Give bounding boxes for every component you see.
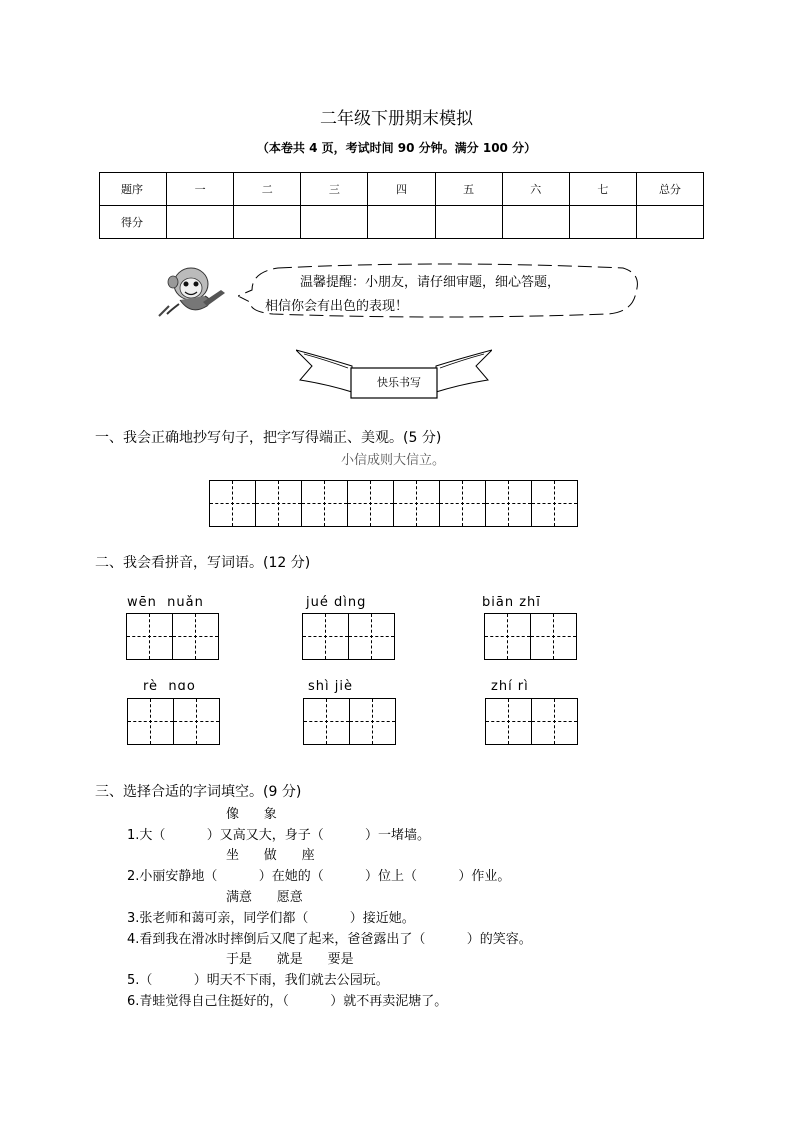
row-label: 得分: [100, 206, 167, 239]
tianzi-box[interactable]: [485, 698, 532, 745]
answer-boxes[interactable]: [485, 698, 578, 745]
tianzi-box[interactable]: [532, 698, 578, 745]
answer-boxes[interactable]: [302, 613, 395, 660]
column-header: 四: [368, 173, 435, 206]
tianzi-box[interactable]: [394, 480, 440, 527]
score-table: [99, 172, 704, 239]
table-row: [100, 206, 704, 239]
column-header: 三: [301, 173, 368, 206]
tianzi-box[interactable]: [531, 613, 577, 660]
tianzi-box[interactable]: [209, 480, 256, 527]
monkey-mascot-icon: [155, 262, 235, 320]
score-cell[interactable]: [636, 206, 703, 239]
page-title: 二年级下册期末模拟: [320, 109, 473, 129]
question-5[interactable]: 5.（ ）明天不下雨，我们就去公园玩。: [127, 973, 389, 988]
word-options: 满意 愿意: [226, 890, 303, 905]
column-header: 六: [502, 173, 569, 206]
section-3-heading: 三、选择合适的字词填空。(9 分): [95, 784, 302, 800]
tianzi-box[interactable]: [486, 480, 532, 527]
tianzi-box[interactable]: [484, 613, 531, 660]
section-2-heading: 二、我会看拼音，写词语。(12 分): [95, 555, 311, 571]
answer-boxes[interactable]: [126, 613, 219, 660]
word-options: 像 象: [226, 807, 277, 822]
word-options: 于是 就是 要是: [226, 952, 354, 967]
question-1[interactable]: 1.大（ ）又高又大，身子（ ）一堵墙。: [127, 828, 431, 843]
tianzi-box[interactable]: [127, 698, 174, 745]
pinyin-label: zhí rì: [491, 679, 529, 694]
tianzi-box[interactable]: [350, 698, 396, 745]
word-options: 坐 做 座: [226, 848, 315, 863]
exam-info: （本卷共 4 页，考试时间 90 分钟。满分 100 分）: [256, 141, 537, 155]
tianzi-box[interactable]: [440, 480, 486, 527]
question-2[interactable]: 2.小丽安静地（ ）在她的（ ）位上（ ）作业。: [127, 869, 511, 884]
answer-boxes[interactable]: [127, 698, 220, 745]
tianzi-box[interactable]: [302, 480, 348, 527]
question-4[interactable]: 4.看到我在滑冰时摔倒后又爬了起来，爸爸露出了（ ）的笑容。: [127, 932, 532, 947]
score-cell[interactable]: [234, 206, 301, 239]
tianzi-box[interactable]: [303, 698, 350, 745]
answer-boxes[interactable]: [303, 698, 396, 745]
banner-label: 快乐书写: [377, 376, 421, 389]
answer-boxes[interactable]: [484, 613, 577, 660]
score-cell[interactable]: [301, 206, 368, 239]
row-label: 题序: [100, 173, 167, 206]
column-header: 总分: [636, 173, 703, 206]
score-cell[interactable]: [435, 206, 502, 239]
model-sentence: 小信成则大信立。: [340, 453, 445, 468]
section-1-heading: 一、我会正确地抄写句子，把字写得端正、美观。(5 分): [95, 430, 442, 446]
score-cell[interactable]: [167, 206, 234, 239]
pinyin-label: jué dìng: [306, 595, 367, 610]
question-6[interactable]: 6.青蛙觉得自己住挺好的，（ ）就不再卖泥塘了。: [127, 994, 448, 1009]
question-3[interactable]: 3.张老师和蔼可亲，同学们都（ ）接近她。: [127, 911, 415, 926]
pinyin-label: shì jiè: [308, 679, 353, 694]
pinyin-label: wēn nuǎn: [127, 595, 204, 610]
tianzi-box[interactable]: [348, 480, 394, 527]
copy-writing-grid[interactable]: [209, 480, 578, 526]
tianzi-box[interactable]: [532, 480, 578, 527]
tianzi-box[interactable]: [302, 613, 349, 660]
tianzi-box[interactable]: [256, 480, 302, 527]
column-header: 五: [435, 173, 502, 206]
column-header: 一: [167, 173, 234, 206]
tip-line-1: 温馨提醒：小朋友，请仔细审题，细心答题，: [300, 275, 561, 290]
tianzi-box[interactable]: [349, 613, 395, 660]
score-cell[interactable]: [569, 206, 636, 239]
score-cell[interactable]: [502, 206, 569, 239]
column-header: 七: [569, 173, 636, 206]
column-header: 二: [234, 173, 301, 206]
tianzi-box[interactable]: [173, 613, 219, 660]
pinyin-label: rè nɑo: [143, 679, 196, 694]
tianzi-box[interactable]: [126, 613, 173, 660]
tip-line-2: 相信你会有出色的表现！: [265, 299, 409, 314]
score-cell[interactable]: [368, 206, 435, 239]
pinyin-label: biān zhī: [482, 595, 541, 610]
table-row: [100, 173, 704, 206]
tianzi-box[interactable]: [174, 698, 220, 745]
